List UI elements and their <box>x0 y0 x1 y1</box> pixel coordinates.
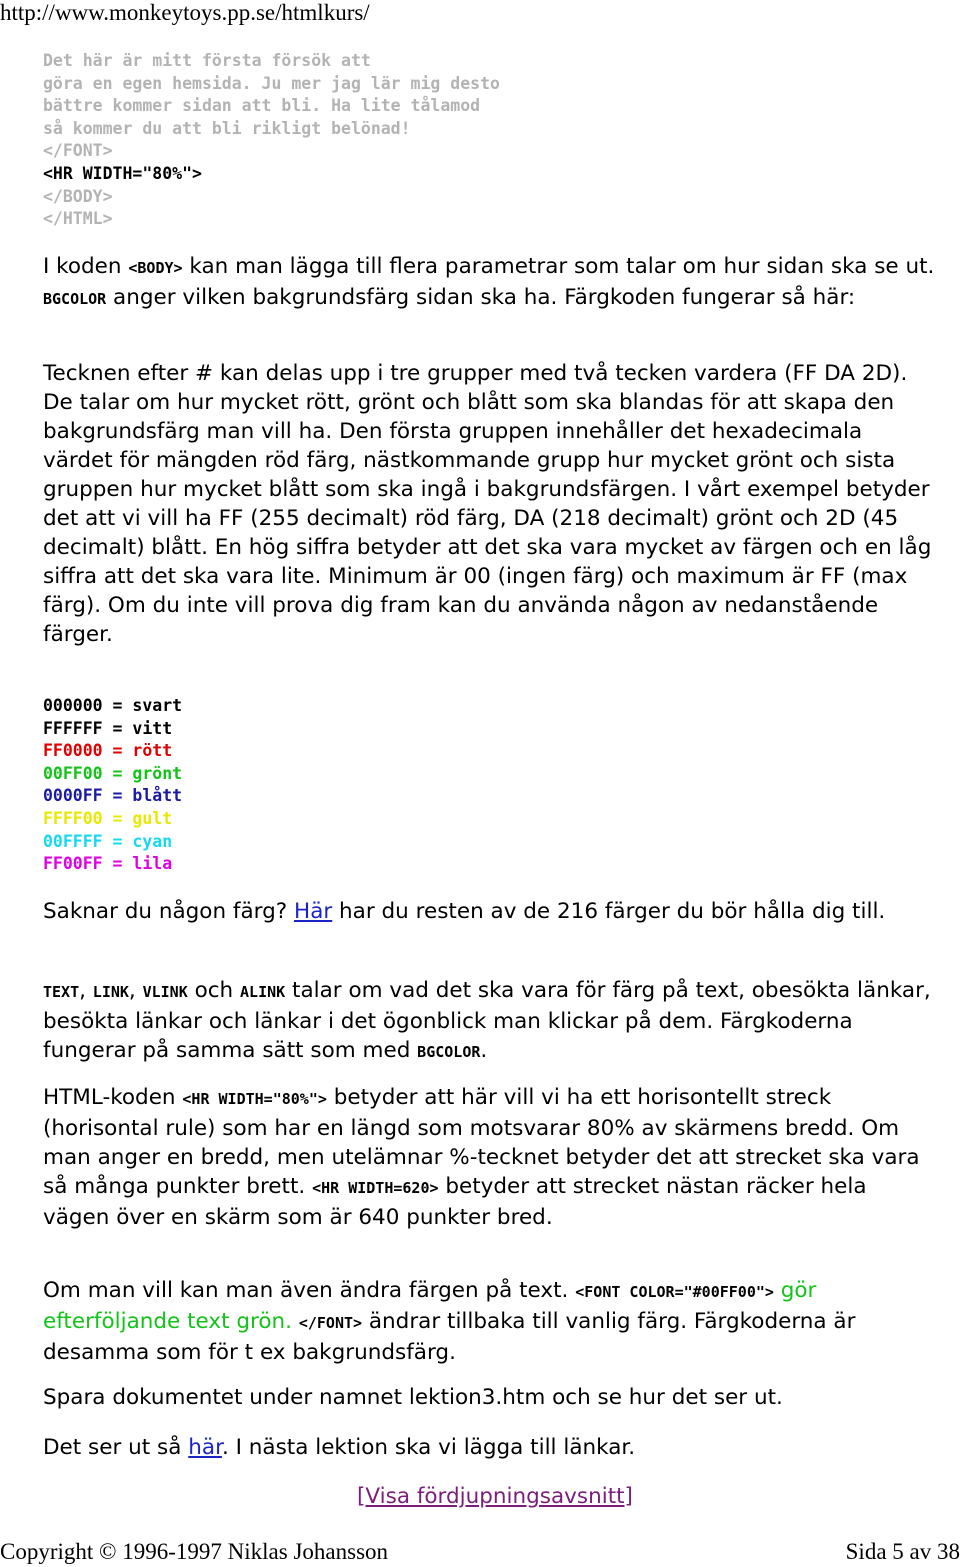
code-tag: </FONT> <box>298 1314 363 1332</box>
color-list <box>43 695 182 876</box>
text: , <box>79 978 93 1003</box>
result-link[interactable]: här <box>188 1435 222 1460</box>
code-tag: <HR WIDTH=620> <box>312 1179 439 1197</box>
code-tag: <HR WIDTH="80%"> <box>182 1090 327 1108</box>
text: kan man lägga till flera parametrar som talar om hur sidan ska se ut. <box>182 254 935 279</box>
code-line: Det här är mitt första försök att <box>43 51 371 70</box>
text: , <box>128 978 143 1003</box>
code-line: </FONT> <box>43 141 113 161</box>
code-line: göra en egen hemsida. Ju mer jag lär mig desto <box>43 73 500 93</box>
code-line: <HR WIDTH="80%"> <box>43 163 202 183</box>
code-tag: LINK <box>92 983 129 1001</box>
text: talar om vad det ska vara för färg på text, obesökta länkar, besökta länkar och länkar i det ögonblick man klickar på dem. Färgkoderna fungerar på samma sätt som med <box>43 978 931 1063</box>
text: har du resten av de 216 färger du bör hålla dig till. <box>332 899 886 924</box>
code-tag: <FONT COLOR="#00FF00"> <box>575 1283 774 1301</box>
text: ändrar tillbaka till vanlig färg. Färgkoderna är desamma som för t ex bakgrundsfärg. <box>43 1309 856 1365</box>
paragraph-more-colors <box>43 897 938 926</box>
color-list-item: FFFF00 = gult <box>43 808 173 828</box>
footer-copyright: Copyright © 1996-1997 Niklas Johansson <box>0 1539 389 1564</box>
text: betyder att strecket nästan räcker hela vägen över en skärm som är 640 punkter bred. <box>43 1174 867 1230</box>
paragraph-hr <box>43 1083 938 1232</box>
text: betyder att här vill vi ha ett horisontellt streck (horisontal rule) som har en längd som motsvarar 80% av skärmens bredd. Om man anger en bredd, men utelämnar %-tecknet betyder det att strecket ska vara så många punkter brett. <box>43 1085 920 1199</box>
color-list-item: FF00FF = lila <box>43 854 173 874</box>
text: Om man vill kan man även ändra färgen på text. <box>43 1278 576 1303</box>
green-text: gör efterföljande text grön. <box>43 1278 817 1334</box>
text: HTML-koden <box>43 1085 183 1110</box>
text: I koden <box>43 254 129 279</box>
color-list-item: 000000 = svart <box>43 696 183 715</box>
colors-link[interactable]: Här <box>294 899 333 924</box>
text: . <box>480 1038 488 1063</box>
code-tag: ALINK <box>240 983 286 1001</box>
text: . I nästa lektion ska vi lägga till länkar. <box>221 1435 636 1460</box>
paragraph-save: Spara dokumentet under namnet lektion3.htm och se hur det ser ut. <box>43 1385 783 1410</box>
text: Det ser ut så <box>43 1435 189 1460</box>
color-list-item: 00FF00 = grönt <box>43 763 183 783</box>
color-list-item: FFFFFF = vitt <box>43 718 173 738</box>
text: anger vilken bakgrundsfärg sidan ska ha. Färgkoden fungerar så här: <box>106 285 856 310</box>
color-list-item: FF0000 = rött <box>43 741 173 761</box>
code-tag: BGCOLOR <box>43 290 107 308</box>
paragraph-result <box>43 1433 938 1462</box>
code-tag: BGCOLOR <box>417 1043 481 1061</box>
code-line: </HTML> <box>43 209 113 229</box>
code-tag: TEXT <box>43 983 80 1001</box>
footer-page-number: Sida 5 av 38 <box>845 1539 960 1564</box>
paragraph-link-colors <box>43 976 938 1067</box>
color-list-item: 00FFFF = cyan <box>43 831 173 851</box>
paragraph-color-explanation: Tecknen efter # kan delas upp i tre grupper med två tecken vardera (FF DA 2D). De talar om hur mycket rött, grönt och blått som ska blandas för att skapa den bakgrundsfärg man vill ha. Den första gruppen innehåller det hexadecimala värdet för mängden röd färg, nästkommande grupp hur mycket grönt och sista gruppen hur mycket blått som ska ingå i bakgrundsfärgen. I vårt exempel betyder det att vi vill ha FF (255 decimalt) röd färg, DA (218 decimalt) grönt och 2D (45 decimalt) blått. En hög siffra betyder att det ska vara mycket av färgen och en låg siffra att det ska vara lite. Minimum är 00 (ingen färg) och maximum är FF (max färg). Om du inte vill prova dig fram kan du använda någon av nedanstående färger. <box>43 361 932 647</box>
code-tag: <BODY> <box>128 259 183 277</box>
code-example <box>43 50 500 231</box>
visa-container <box>0 1482 960 1511</box>
code-line: så kommer du att bli rikligt belönad! <box>43 118 411 138</box>
paragraph-body-params <box>43 252 938 314</box>
paragraph-font-color <box>43 1276 938 1367</box>
text: Saknar du någon färg? <box>43 899 295 924</box>
code-tag: VLINK <box>142 983 188 1001</box>
code-line: </BODY> <box>43 186 113 206</box>
code-line: bättre kommer sidan att bli. Ha lite tålamod <box>43 96 481 116</box>
text: och <box>187 978 241 1003</box>
color-list-item: 0000FF = blått <box>43 786 183 806</box>
page-url: http://www.monkeytoys.pp.se/htmlkurs/ <box>0 0 370 25</box>
visa-fordjupning-link[interactable]: [Visa fördjupningsavsnitt] <box>357 1484 633 1509</box>
